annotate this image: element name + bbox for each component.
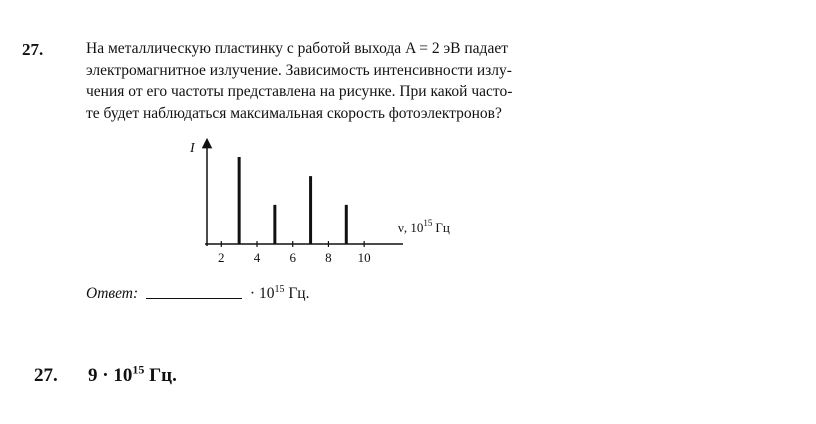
answer-unit-suffix: Гц. [288, 285, 310, 302]
x-tick-label: 10 [357, 250, 371, 265]
x-axis-label-exponent: 15 [423, 218, 433, 228]
solution-value-exponent: 15 [132, 362, 145, 377]
answer-unit-exponent: 15 [274, 283, 285, 295]
problem-line: На металлическую пластинку с работой выхода A = 2 эВ падает [86, 40, 508, 57]
problem-line: чения от его частоты представлена на рисунке. При какой часто- [86, 83, 513, 100]
problem-number: 27. [22, 40, 44, 59]
answer-unit-prefix: · 10 [249, 285, 275, 302]
x-axis-label [398, 218, 450, 235]
solution-number: 27. [34, 365, 58, 386]
answer-line [86, 285, 309, 303]
problem-line: те будет наблюдаться максимальная скорость фотоэлектронов? [86, 104, 502, 122]
solution-value [88, 362, 177, 387]
x-tick-label: 8 [325, 250, 332, 265]
x-tick-label: 4 [253, 250, 261, 265]
x-axis-label-base: ν, 10 [398, 220, 424, 235]
x-axis-label-unit: Гц [435, 220, 450, 235]
y-axis-label: I [190, 141, 195, 156]
answer-label: Ответ: [86, 285, 139, 302]
problem-line: электромагнитное излучение. Зависимость интенсивности излу- [86, 61, 512, 79]
solution-value-prefix: 9 · 10 [88, 365, 133, 386]
x-tick-label: 6 [289, 250, 296, 265]
answer-blank [146, 298, 242, 299]
solution-value-suffix: Гц. [149, 365, 177, 386]
x-tick-label: 2 [218, 250, 225, 265]
